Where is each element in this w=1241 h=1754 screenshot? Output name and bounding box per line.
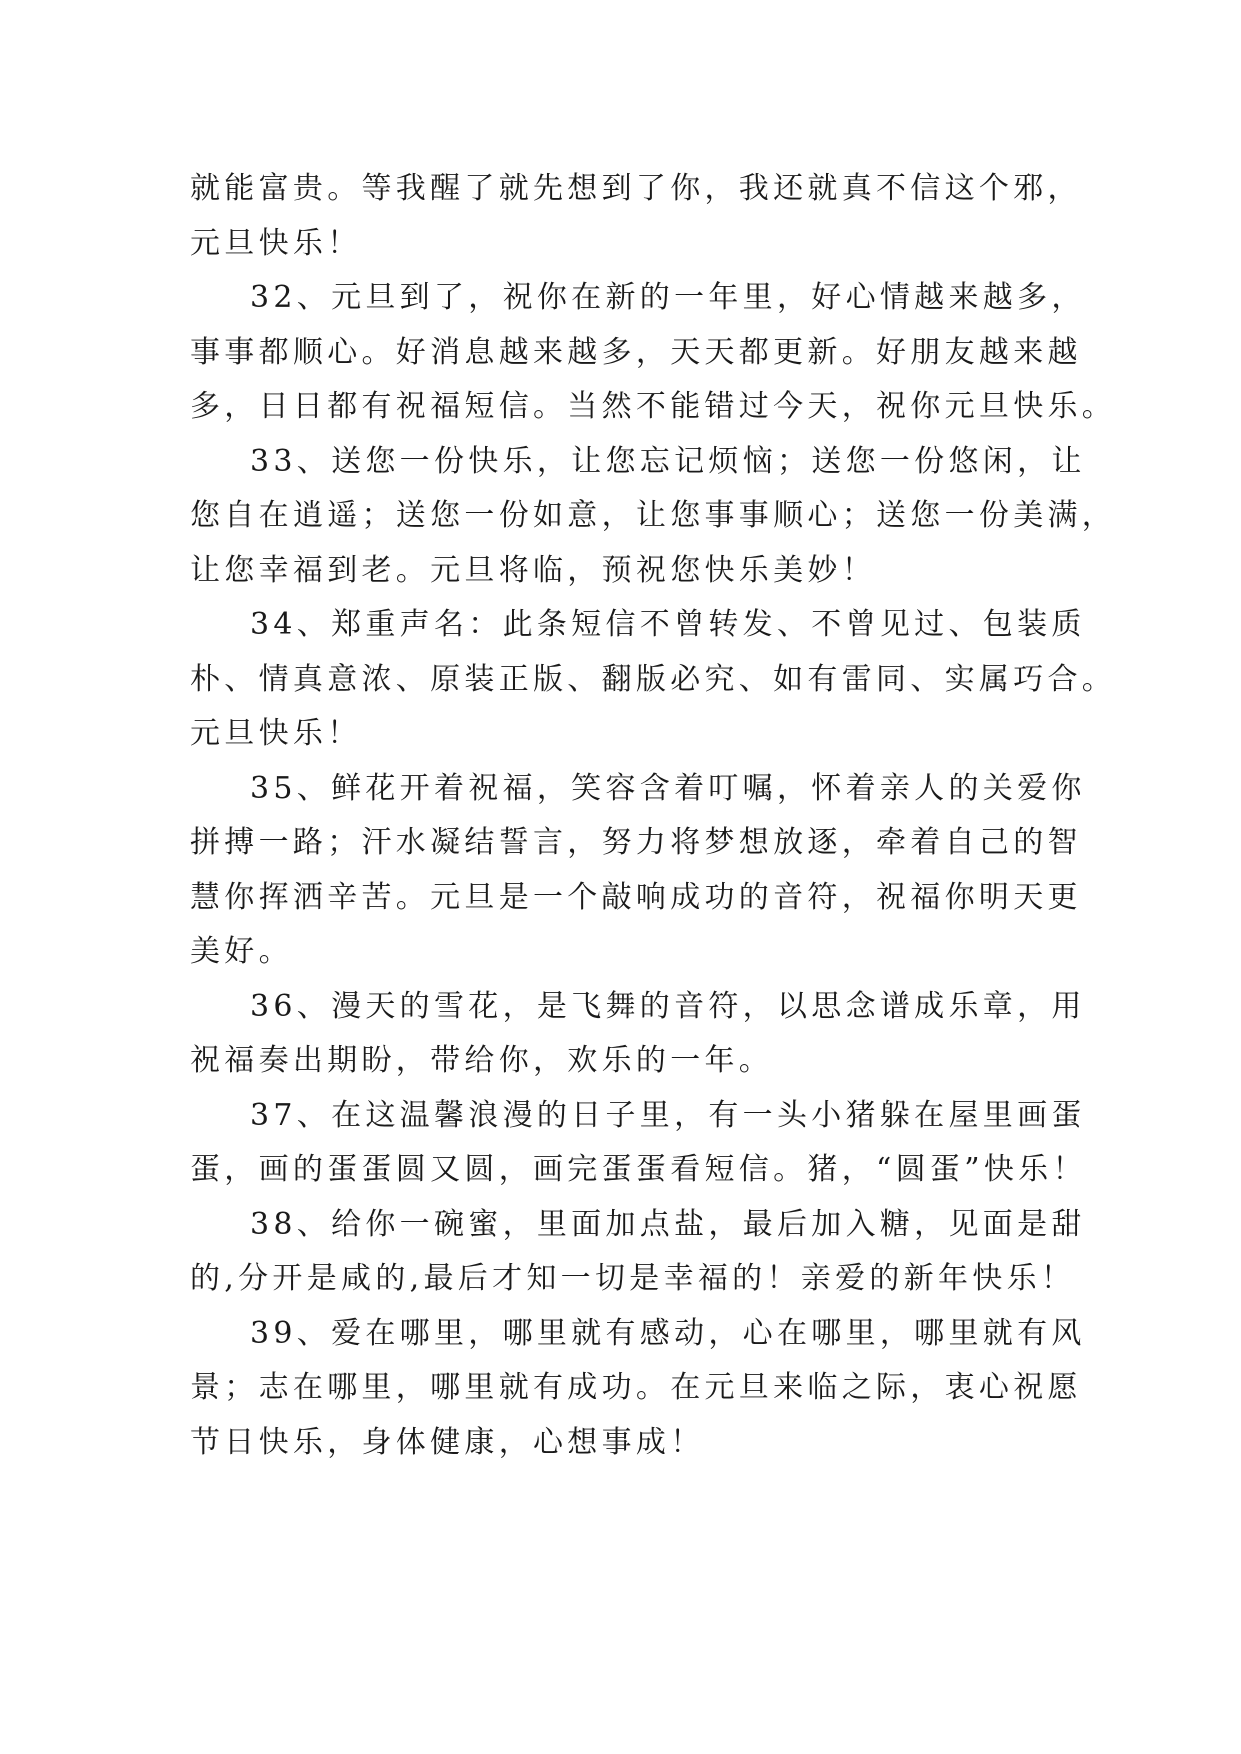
- text-line: 37、在这温馨浪漫的日子里，有一头小猪躲在屋里画蛋: [250, 1097, 1086, 1133]
- text-line: 节日快乐，身体健康，心想事成！: [190, 1424, 705, 1460]
- text-line: 美好。: [190, 934, 293, 969]
- text-line: 34、郑重声名：此条短信不曾转发、不曾见过、包装质: [250, 607, 1086, 642]
- text-line: 元旦快乐！: [190, 225, 362, 261]
- text-line: 多，日日都有祝福短信。当然不能错过今天，祝你元旦快乐。: [190, 389, 1117, 424]
- text-line: 33、送您一份快乐，让您忘记烦恼；送您一份悠闲，让: [250, 443, 1086, 479]
- text-line: 慧你挥洒辛苦。元旦是一个敲响成功的音符，祝福你明天更: [190, 879, 1082, 915]
- text-line: 蛋，画的蛋蛋圆又圆，画完蛋蛋看短信。猪，“圆蛋”快乐！: [190, 1152, 1087, 1187]
- paragraph-37: [190, 1089, 1087, 1198]
- paragraph-38: [190, 1198, 1086, 1307]
- paragraph-34: [190, 598, 1117, 762]
- paragraph-continuation: [190, 162, 1082, 271]
- document-body: [190, 162, 1117, 1470]
- text-line: 事事都顺心。好消息越来越多，天天都更新。好朋友越来越: [190, 334, 1082, 370]
- text-line: 您自在逍遥；送您一份如意，让您事事顺心；送您一份美满，: [190, 498, 1117, 533]
- text-line: 让您幸福到老。元旦将临，预祝您快乐美妙！: [190, 552, 876, 588]
- text-line: 35、鲜花开着祝福，笑容含着叮嘱，怀着亲人的关爱你: [250, 770, 1086, 806]
- text-line: 32、元旦到了，祝你在新的一年里，好心情越来越多，: [250, 280, 1086, 315]
- text-line: 景；志在哪里，哪里就有成功。在元旦来临之际，衷心祝愿: [190, 1370, 1082, 1405]
- paragraph-33: [190, 435, 1117, 599]
- text-line: 拼搏一路；汗水凝结誓言，努力将梦想放逐，牵着自己的智: [190, 825, 1082, 860]
- text-line: 元旦快乐！: [190, 716, 362, 751]
- text-line: 39、爱在哪里，哪里就有感动，心在哪里，哪里就有风: [250, 1315, 1086, 1351]
- text-line: 36、漫天的雪花，是飞舞的音符，以思念谱成乐章，用: [250, 988, 1086, 1024]
- text-line: 朴、情真意浓、原装正版、翻版必究、如有雷同、实属巧合。: [190, 661, 1117, 697]
- paragraph-36: [190, 980, 1086, 1089]
- paragraph-32: [190, 271, 1117, 435]
- text-line: 38、给你一碗蜜，里面加点盐，最后加入糖，见面是甜: [250, 1206, 1086, 1242]
- text-line: 就能富贵。等我醒了就先想到了你，我还就真不信这个邪，: [190, 171, 1082, 206]
- text-line: 祝福奏出期盼，带给你，欢乐的一年。: [190, 1043, 774, 1078]
- paragraph-35: [190, 762, 1086, 980]
- paragraph-39: [190, 1307, 1086, 1471]
- text-line: 的,分开是咸的,最后才知一切是幸福的！亲爱的新年快乐！: [190, 1261, 1076, 1296]
